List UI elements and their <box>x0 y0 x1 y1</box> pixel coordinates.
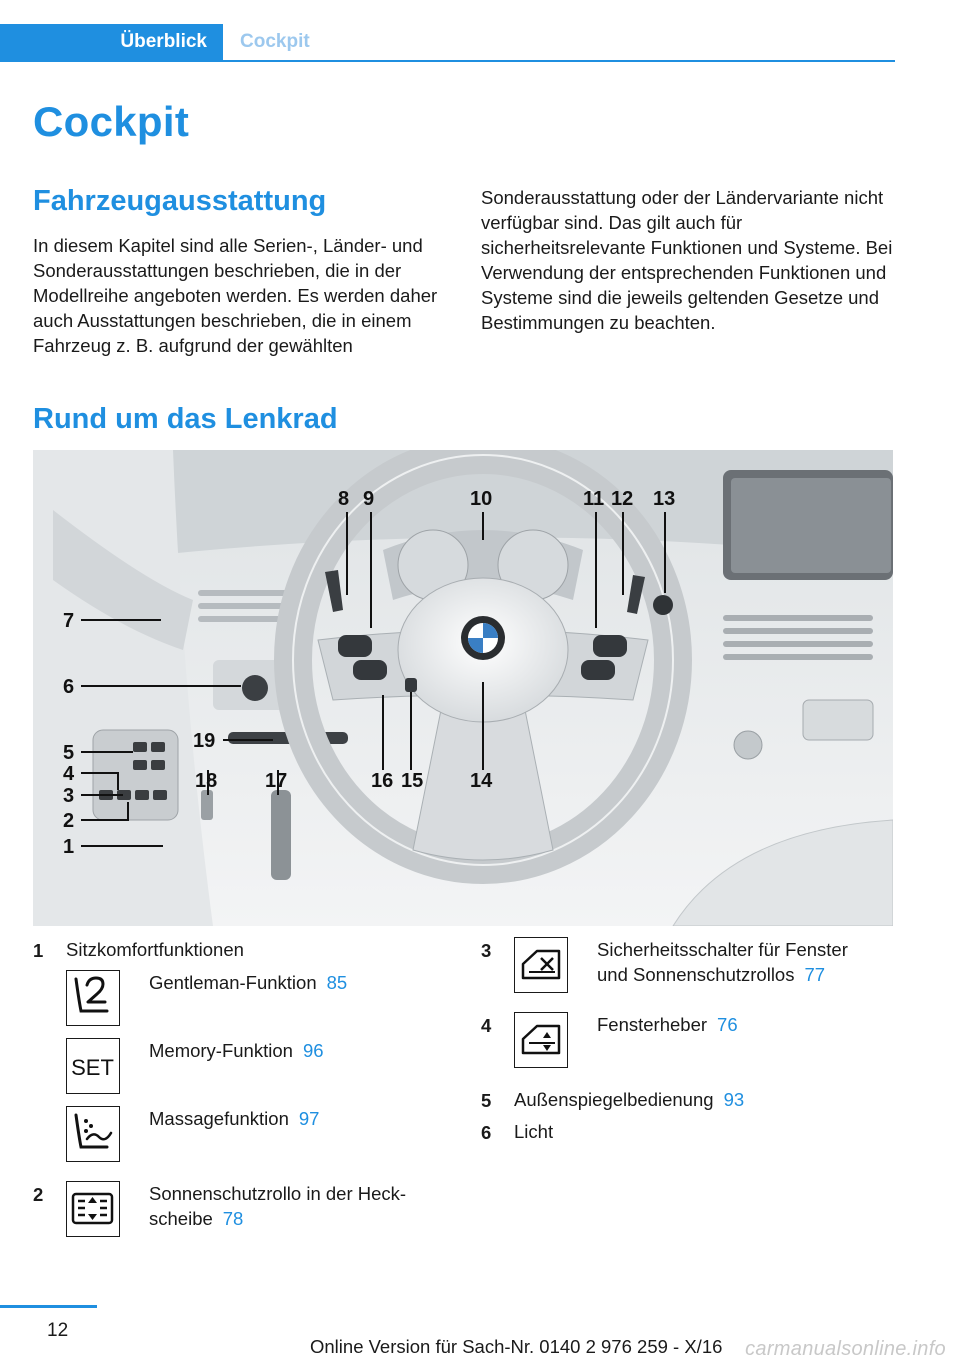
power-window-icon <box>514 1012 568 1068</box>
header-tab-bar <box>0 24 895 62</box>
equipment-paragraph-right: Sonderausstattung oder der Ländervariante nicht verfügbar sind. Das gilt auch für sicherheitsrelevante Funktionen und Systeme. Bei Verwendung der entsprechenden Funktionen und Systeme sind die jeweils geltenden Gesetze und Bestimmungen zu beachten. <box>481 187 893 333</box>
legend-label: Fensterheber <box>597 1014 708 1035</box>
rear-sunblind-icon <box>66 1181 120 1237</box>
section-heading-equipment: Fahrzeugausstattung <box>33 185 327 217</box>
watermark: carmanualsonline.info <box>745 1338 946 1360</box>
legend-sub-memory <box>149 1038 324 1063</box>
page-reference-link[interactable]: 78 <box>222 1208 244 1229</box>
legend-label-6: Licht <box>514 1121 554 1142</box>
legend-line: scheibe <box>149 1208 213 1229</box>
legend-number-2: 2 <box>33 1184 44 1205</box>
legend-line: Sonnenschutzrollo in der Heck- <box>149 1183 407 1204</box>
legend-label: Gentleman-Funktion <box>149 972 317 993</box>
window-lock-icon <box>514 937 568 993</box>
callout-number: 16 <box>371 770 394 792</box>
equipment-paragraph-left: In diesem Kapitel sind alle Serien-, Länder- und Sonderausstattungen beschrieben, die in der Modellreihe angeboten werden. Es werden daher auch Ausstattungen beschrieben, die in einem Fahrzeug z. B. aufgrund der gewählten <box>33 235 438 356</box>
legend-line: und Sonnenschutzrollos <box>597 964 795 985</box>
tab-cockpit[interactable]: Cockpit <box>240 31 310 52</box>
callout-number: 4 <box>63 763 75 785</box>
page-reference-link[interactable]: 97 <box>298 1108 320 1129</box>
page-title: Cockpit <box>33 98 190 145</box>
callout-number: 12 <box>611 488 634 510</box>
callout-number: 2 <box>63 810 75 832</box>
cockpit-illustration <box>33 450 893 926</box>
page-reference-link[interactable]: 76 <box>717 1014 738 1035</box>
page-reference-link[interactable]: 77 <box>804 964 826 985</box>
legend-number-6: 6 <box>481 1122 492 1143</box>
callout-number: 15 <box>401 770 424 792</box>
massage-seat-icon <box>66 1106 120 1162</box>
legend-label: Außenspiegelbedienung <box>514 1089 714 1110</box>
gentleman-seat-icon <box>66 970 120 1026</box>
page-reference-link[interactable]: 85 <box>326 972 348 993</box>
legend-sub-gentleman <box>149 970 347 995</box>
section-heading-steering: Rund um das Lenkrad <box>33 403 338 435</box>
callout-number: 6 <box>63 676 75 698</box>
callout-number: 10 <box>470 488 493 510</box>
callout-number: 17 <box>265 770 288 792</box>
callout-number: 7 <box>63 610 75 632</box>
callout-number: 13 <box>653 488 676 510</box>
legend-number-1: 1 <box>33 940 44 961</box>
legend-line-with-ref <box>149 1206 406 1231</box>
set-icon-text: SET <box>71 1055 114 1080</box>
legend-number-3: 3 <box>481 940 492 961</box>
legend-label: Memory-Funktion <box>149 1040 293 1061</box>
callout-number: 5 <box>63 742 75 764</box>
legend-sub-massage <box>149 1106 319 1131</box>
callout-number: 14 <box>470 770 493 792</box>
legend-label-5 <box>514 1087 744 1112</box>
footer-rule <box>0 1305 97 1308</box>
callout-number: 18 <box>195 770 218 792</box>
tab-ueberblick[interactable]: Überblick <box>0 24 223 60</box>
callout-number: 8 <box>338 488 350 510</box>
callout-number: 19 <box>193 730 216 752</box>
callout-number: 9 <box>363 488 375 510</box>
set-icon <box>66 1038 120 1094</box>
callout-number: 11 <box>583 488 605 510</box>
legend-label: Massagefunktion <box>149 1108 289 1129</box>
legend-number-4: 4 <box>481 1015 492 1036</box>
legend-label-3 <box>597 937 848 987</box>
page-number: 12 <box>47 1320 69 1341</box>
page-reference-link[interactable]: 93 <box>723 1089 745 1110</box>
callout-number: 1 <box>63 836 75 858</box>
legend-line: Sicherheitsschalter für Fenster <box>597 939 848 960</box>
callout-number: 3 <box>63 785 75 807</box>
legend-line-with-ref <box>597 962 848 987</box>
online-version-note: Online Version für Sach-Nr. 0140 2 976 259 - X/16 <box>310 1336 723 1357</box>
page-reference-link[interactable]: 96 <box>302 1040 324 1061</box>
legend-label-4 <box>597 1012 738 1037</box>
legend-number-5: 5 <box>481 1090 492 1111</box>
legend-label-1: Sitzkomfortfunktionen <box>66 939 244 960</box>
legend-label-2 <box>149 1181 406 1231</box>
